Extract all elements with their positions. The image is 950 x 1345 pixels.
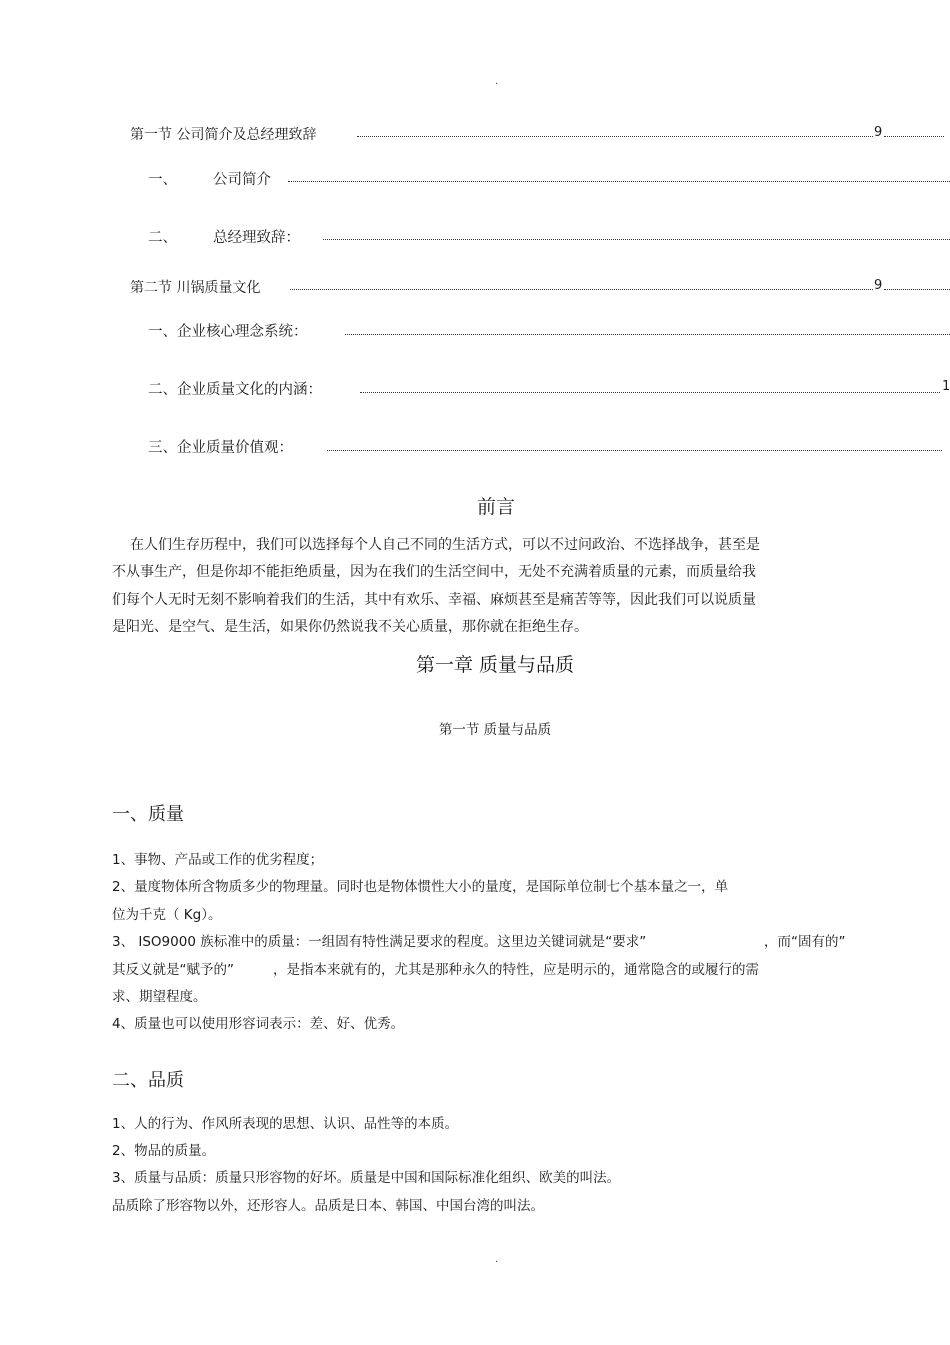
list-item: 位为千克（ Kg）。 [112,907,222,923]
list-item: ，而“固有的” [764,934,846,950]
toc-leader [290,289,873,290]
toc-entry-label[interactable]: 一、企业核心理念系统： [148,324,308,340]
toc-leader [345,334,950,335]
toc-entry-label[interactable]: 总经理致辞： [213,230,300,246]
preface-line: 不从事生产，但是你却不能拒绝质量，因为在我们的生活空间中，无处不充满着质量的元素，而质量给我 [112,564,756,580]
toc-entry-label[interactable]: 第一节 公司简介及总经理致辞 [130,127,317,143]
toc-entry-page: 1 [942,379,950,394]
toc-entry-page: 9 [874,125,883,140]
list-item: 品质除了形容物以外，还形容人。品质是日本、韩国、中国台湾的叫法。 [112,1198,544,1214]
toc-entry-label[interactable]: 三、企业质量价值观： [148,440,293,456]
header-mark: . [495,76,499,87]
preface-title: 前言 [476,496,515,518]
pinzhi-heading: 二、品质 [112,1070,184,1091]
list-item: 3、 ISO9000 族标准中的质量：一组固有特性满足要求的程度。这里边关键词就是“要求” [112,934,647,950]
toc-leader [357,136,873,137]
toc-leader [327,450,942,451]
toc-leader [884,136,944,137]
toc-entry-label[interactable]: 第二节 川锅质量文化 [130,280,261,296]
list-item: 4、质量也可以使用形容词表示：差、好、优秀。 [112,1016,405,1032]
toc-entry-label[interactable]: 二、企业质量文化的内涵： [148,382,322,398]
list-item: 其反义就是“赋予的” [112,962,234,978]
toc-entry-page: 9 [874,278,883,293]
toc-leader [288,181,950,182]
preface-line: 在人们生存历程中，我们可以选择每个人自己不同的生活方式，可以不过问政治、不选择战争，甚至是 [130,537,760,553]
toc-leader [884,289,950,290]
quality-heading: 一、质量 [112,804,184,825]
list-item: 2、量度物体所含物质多少的物理量。同时也是物体惯性大小的量度，是国际单位制七个基本量之一，单 [112,879,729,895]
footer-mark: . [495,1254,499,1265]
toc-leader [360,392,940,393]
toc-entry-label[interactable]: 公司简介 [213,172,271,188]
toc-entry-number: 一、 [148,172,177,188]
list-item: 1、事物、产品或工作的优劣程度； [112,852,324,868]
list-item: ，是指本来就有的，尤其是那种永久的特性，应是明示的，通常隐含的或履行的需 [273,962,759,978]
section-title: 第一节 质量与品质 [438,722,552,738]
list-item: 求、期望程度。 [112,989,207,1005]
preface-line: 是阳光、是空气、是生活，如果你仍然说我不关心质量，那你就在拒绝生存。 [112,619,588,635]
list-item: 3、质量与品质：质量只形容物的好坏。质量是中国和国际标准化组织、欧美的叫法。 [112,1170,621,1186]
toc-entry-number: 二、 [148,230,177,246]
list-item: 1、人的行为、作风所表现的思想、认识、品性等的本质。 [112,1116,459,1132]
chapter-title: 第一章 质量与品质 [415,654,575,676]
list-item: 2、物品的质量。 [112,1143,216,1159]
toc-leader [323,239,950,240]
preface-line: 们每个人无时无刻不影响着我们的生活，其中有欢乐、幸福、麻烦甚至是痛苦等等，因此我们可以说质量 [112,592,756,608]
